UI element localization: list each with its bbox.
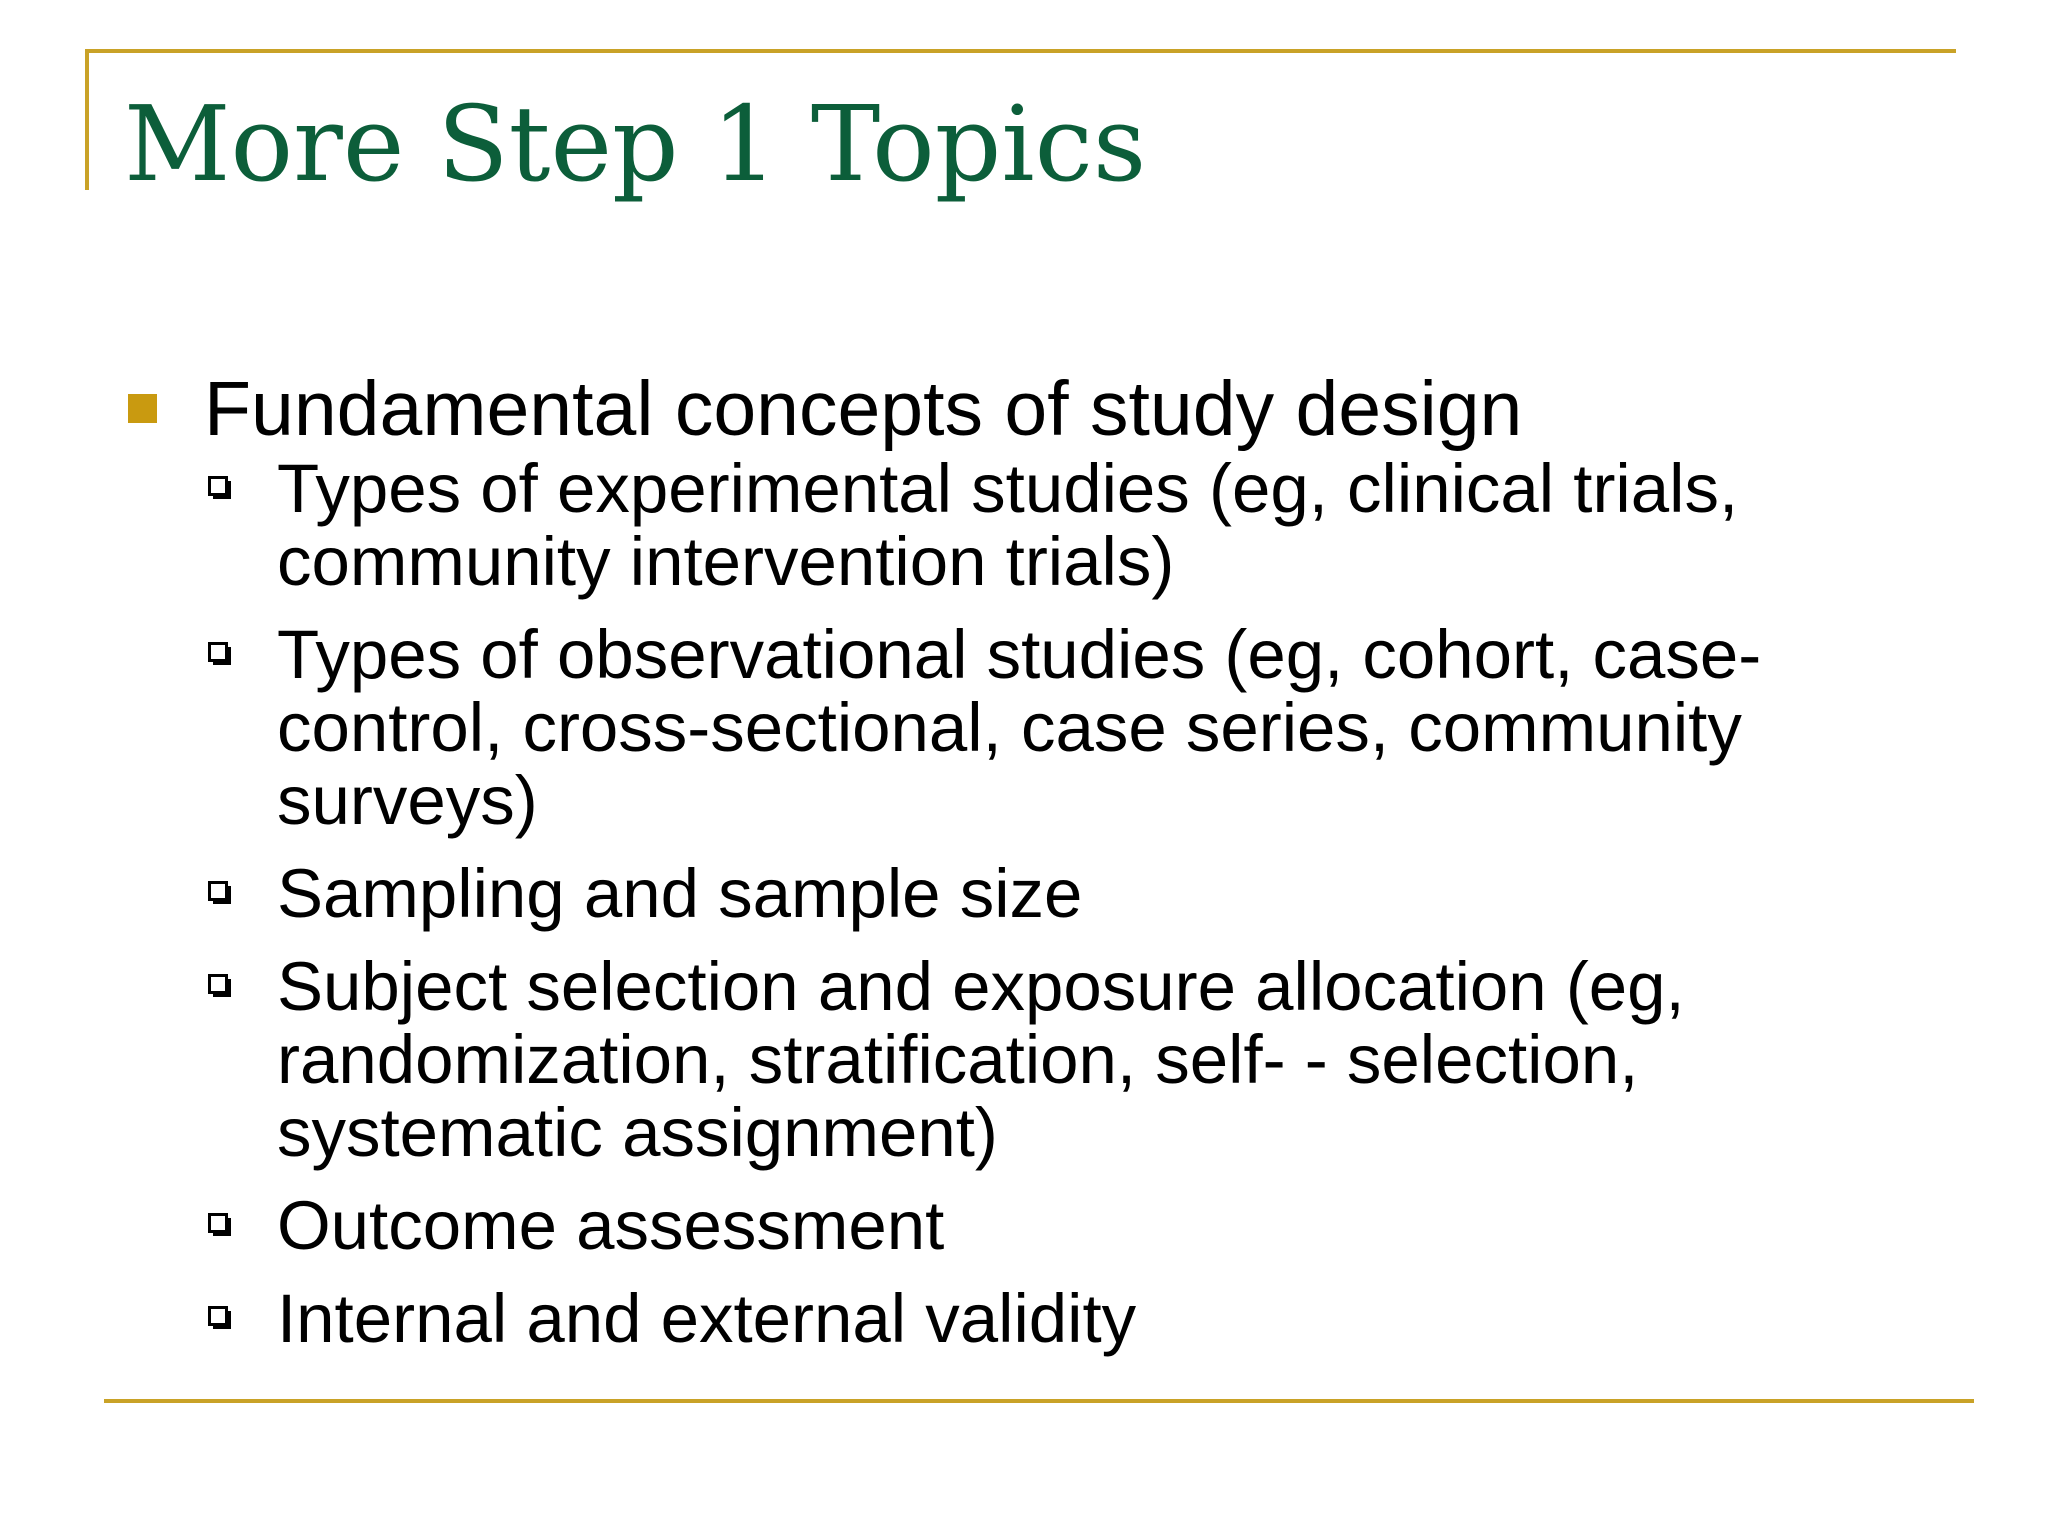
- hollow-square-bullet-icon: [208, 476, 228, 496]
- hollow-square-bullet-icon: [208, 1213, 228, 1233]
- sub-bullet-text: Sampling and sample size: [277, 855, 1083, 932]
- list-item: [124, 452, 1977, 598]
- list-item: [124, 950, 1977, 1169]
- left-rule: [85, 49, 89, 190]
- sub-bullet-text: Types of observational studies (eg, cohort, case-control, cross-sectional, case series, community surveys): [277, 616, 1762, 839]
- sub-bullet-text: Internal and external validity: [277, 1280, 1137, 1357]
- list-item: [124, 857, 1977, 930]
- hollow-square-bullet-icon: [208, 974, 228, 994]
- hollow-square-bullet-icon: [208, 881, 228, 901]
- hollow-square-bullet-icon: [208, 1306, 228, 1326]
- slide-body: [124, 366, 1924, 1375]
- square-bullet-icon: [128, 394, 157, 423]
- slide-title: More Step 1 Topics: [124, 83, 1147, 205]
- sub-bullet-text: Outcome assessment: [277, 1187, 945, 1264]
- top-rule: [85, 49, 1956, 53]
- list-item: [124, 1189, 1977, 1262]
- sub-bullet-text: Types of experimental studies (eg, clinical trials, community intervention trials): [277, 450, 1739, 600]
- sub-bullet-list: [124, 452, 1924, 1355]
- main-bullet-item: [124, 366, 1924, 452]
- bottom-rule: [104, 1399, 1974, 1403]
- list-item: [124, 618, 1977, 837]
- sub-bullet-text: Subject selection and exposure allocation (eg, randomization, stratification, self- - selection, systematic assignment): [277, 948, 1685, 1171]
- list-item: [124, 1282, 1977, 1355]
- main-bullet-text: Fundamental concepts of study design: [204, 366, 1523, 452]
- hollow-square-bullet-icon: [208, 642, 228, 662]
